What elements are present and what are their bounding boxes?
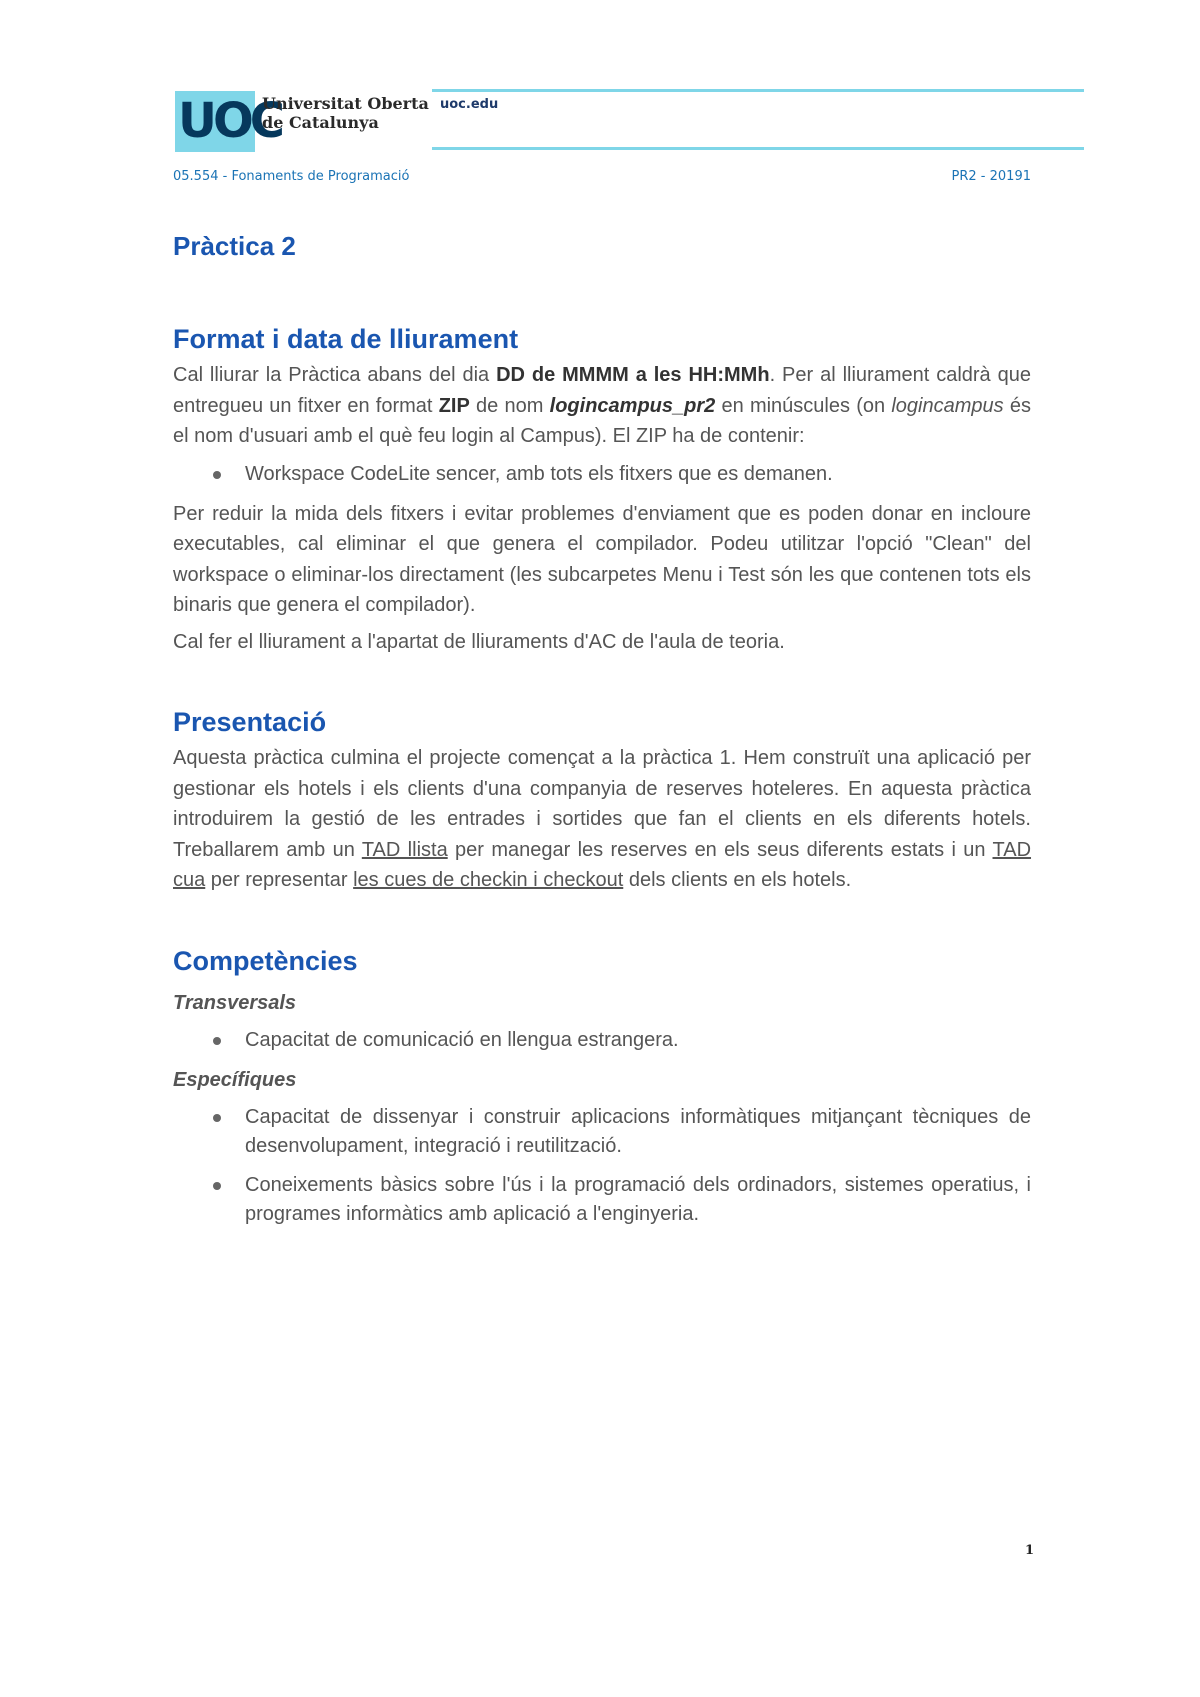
file-name: logincampus_pr2 <box>549 394 716 417</box>
format-paragraph-2: Per reduir la mida dels fitxers i evitar problemes d'enviament que es poden donar en incloure executables, cal eliminar el que genera el compilador. Podeu utilitzar l'opció "Clean" del workspace o eliminar-los directament (les subcarpetes Menu i Test són les que contenen tots els binaris que genera el compilador). <box>173 502 1031 616</box>
list-item: Workspace CodeLite sencer, amb tots els fitxers que es demanen. <box>173 460 1031 489</box>
list-item: Coneixements bàsics sobre l'ús i la programació dels ordinadors, sistemes operatius, i programes informàtics amb aplicació a l'enginyeria. <box>173 1171 1031 1229</box>
page-number: 1 <box>1025 1543 1035 1558</box>
logo-line-1: Universitat Oberta <box>262 94 429 113</box>
uoc-logo <box>175 91 432 152</box>
transversals-list <box>173 1026 1031 1055</box>
delivery-date: DD de MMMM a les HH:MMh <box>496 364 770 386</box>
text-run: Cal lliurar la Pràctica abans del dia <box>173 364 497 386</box>
list-item: Capacitat de comunicació en llengua estrangera. <box>173 1026 1031 1055</box>
text-run: . Per al lliurament caldrà que entregueu un fitxer en format <box>173 364 1031 417</box>
especifiques-list <box>173 1103 1031 1229</box>
heading-format: Format i data de lliurament <box>173 324 519 354</box>
document-body <box>173 230 1031 1239</box>
page-title: Pràctica 2 <box>173 231 296 261</box>
logo-text <box>262 94 429 132</box>
assignment-code: PR2 - 20191 <box>951 169 1031 184</box>
format-paragraph-3: Cal fer el lliurament a l'apartat de lliuraments d'AC de l'aula de teoria. <box>173 630 785 653</box>
course-name: 05.554 - Fonaments de Programació <box>173 169 410 184</box>
list-item: Capacitat de dissenyar i construir aplicacions informàtiques mitjançant tècniques de desenvolupament, integració i reutilització. <box>173 1103 1031 1161</box>
text-run: per manegar les reserves en els seus diferents estats i un <box>447 838 993 861</box>
text-run: Aquesta pràctica culmina el projecte començat a la pràctica 1. Hem construït una aplicació per gestionar els hotels i els clients d'una companyia de reserves hoteleres. En aquesta pràctica introduirem la gestió de les entrades i sortides que fan el clients en els diferents hotels. Treballarem amb un <box>173 747 1031 861</box>
zip-format: ZIP <box>438 394 470 417</box>
header-rule-bottom <box>432 147 1084 150</box>
text-run: dels clients en els hotels. <box>623 869 852 891</box>
logo-line-2: de Catalunya <box>262 113 379 132</box>
tad-llista-link[interactable]: TAD llista <box>361 838 448 861</box>
text-run: per representar <box>205 869 354 891</box>
text-run: és el nom d'usuari amb el què feu login al Campus). El ZIP ha de contenir: <box>173 394 1032 447</box>
checkin-checkout-link[interactable]: les cues de checkin i checkout <box>353 869 624 891</box>
heading-presentacio: Presentació <box>173 707 327 737</box>
subheading-especifiques: Específiques <box>173 1068 297 1091</box>
login-term: logincampus <box>891 394 1004 417</box>
text-run: en minúscules (on <box>715 394 892 417</box>
presentacio-paragraph <box>173 743 1031 896</box>
format-list <box>173 460 1031 489</box>
heading-competencies: Competències <box>173 945 358 976</box>
format-paragraph-1 <box>173 360 1031 452</box>
logo-mark-text: UOC <box>178 93 282 149</box>
uoc-url: uoc.edu <box>440 97 499 112</box>
uoc-logo-mark <box>175 91 282 152</box>
tad-cua-link[interactable]: TAD cua <box>173 838 1032 891</box>
subheading-transversals: Transversals <box>173 991 297 1014</box>
text-run: de nom <box>469 394 550 417</box>
header-rule-top <box>432 89 1084 92</box>
